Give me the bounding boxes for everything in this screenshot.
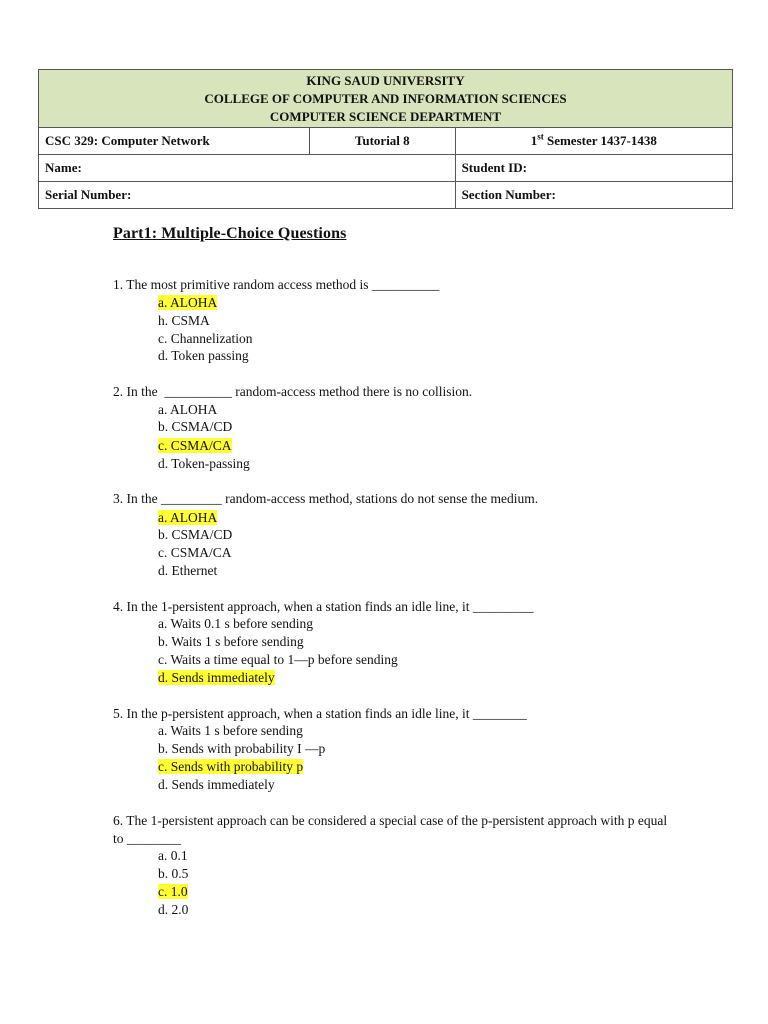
student-id-label: Student ID: [461,160,527,175]
question-4-option-c: c. Waits a time equal to 1—p before sending [158,652,398,667]
name-label: Name: [45,160,82,175]
question-4-option-d [158,669,275,687]
question-1-option-c: c. Channelization [158,331,253,346]
answer-highlight: a. ALOHA [158,510,218,525]
question-1-option-a [158,294,217,312]
question-5-option-a: a. Waits 1 s before sending [158,723,303,738]
question-6-option-d: d. 2.0 [158,902,189,917]
answer-highlight: d. Sends immediately [158,670,275,685]
student-id-cell [455,155,732,182]
question-6-option-a: a. 0.1 [158,848,188,863]
semester-number: 1 [530,133,538,148]
question-2: 2. In the __________ random-access method there is no collision. [113,384,473,399]
name-cell [39,155,456,182]
question-6-option-c [158,883,188,901]
header-title-cell [39,70,733,128]
question-2-option-a: a. ALOHA [158,402,218,417]
question-3-option-b: b. CSMA/CD [158,527,233,542]
question-4-option-b: b. Waits 1 s before sending [158,634,304,649]
college-name: COLLEGE OF COMPUTER AND INFORMATION SCIENCES [204,91,567,106]
question-3-option-d: d. Ethernet [158,563,218,578]
section-number-label: Section Number: [461,187,556,202]
part1-title: Part1: Multiple-Choice Questions [113,225,347,242]
question-5: 5. In the p-persistent approach, when a station finds an idle line, it ________ [113,706,527,721]
question-5-option-d: d. Sends immediately [158,777,275,792]
section-number-cell [455,182,732,209]
answer-highlight: c. 1.0 [158,884,188,899]
question-2-option-b: b. CSMA/CD [158,419,233,434]
course-cell [39,128,310,155]
semester-superscript: st [537,131,544,142]
question-1-option-b: h. CSMA [158,313,210,328]
tutorial-label: Tutorial 8 [354,133,410,148]
question-3-option-c: c. CSMA/CA [158,545,232,560]
question-2-option-d: d. Token-passing [158,456,250,471]
semester-text: Semester 1437-1438 [543,133,657,148]
question-6-option-b: b. 0.5 [158,866,189,881]
question-4: 4. In the 1-persistent approach, when a station finds an idle line, it _________ [113,599,534,614]
question-4-option-a: a. Waits 0.1 s before sending [158,616,314,631]
question-1-option-d: d. Token passing [158,348,249,363]
department-name: COMPUTER SCIENCE DEPARTMENT [269,109,502,124]
university-name: KING SAUD UNIVERSITY [306,73,465,88]
question-3: 3. In the _________ random-access method, stations do not sense the medium. [113,491,539,506]
serial-number-cell [39,182,456,209]
tutorial-cell [310,128,456,155]
question-1: 1. The most primitive random access method is __________ [113,277,440,292]
serial-number-label: Serial Number: [45,187,132,202]
course-name: CSC 329: Computer Network [45,133,210,148]
question-5-option-c [158,758,303,776]
answer-highlight: a. ALOHA [158,295,218,310]
question-5-option-b: b. Sends with probability I —p [158,741,326,756]
answer-highlight: c. CSMA/CA [158,438,232,453]
answer-highlight: c. Sends with probability p [158,759,304,774]
question-6: 6. The 1-persistent approach can be considered a special case of the p-persistent approach with p equal to ________ [113,813,668,846]
semester-cell [455,128,732,155]
question-3-option-a [158,509,217,527]
header-table [38,69,733,209]
question-2-option-c [158,437,232,455]
